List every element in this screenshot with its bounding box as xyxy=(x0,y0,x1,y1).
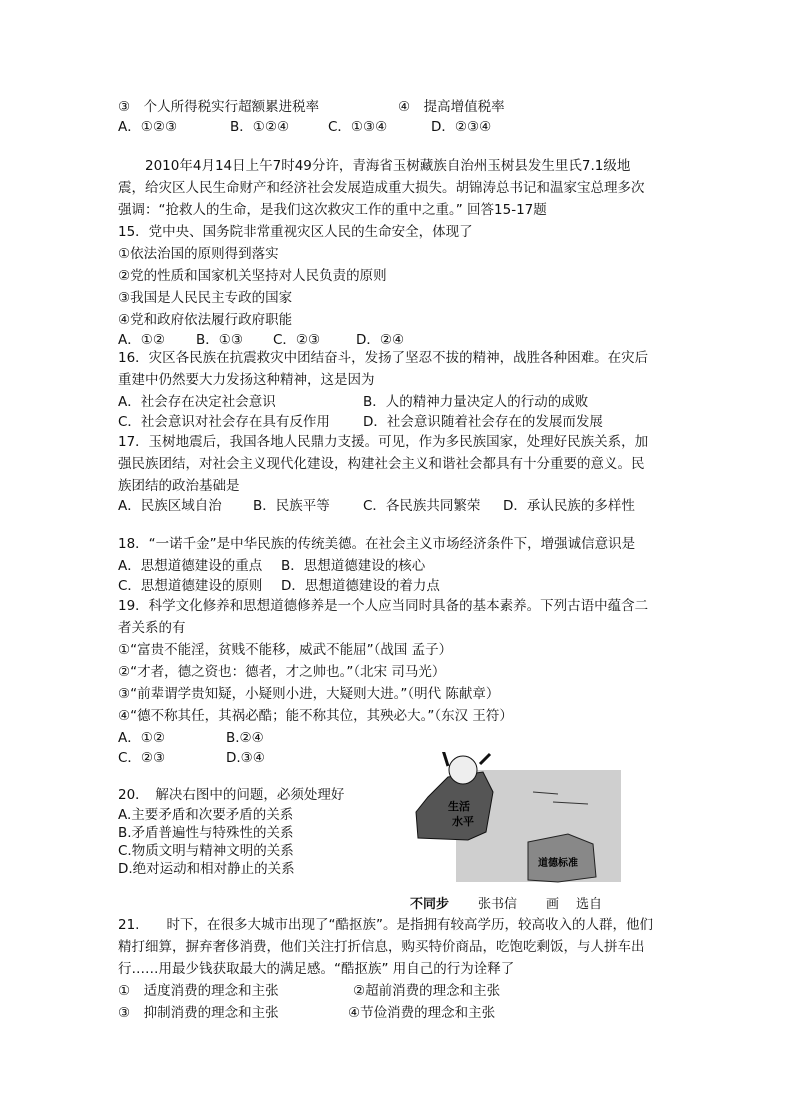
option-d: D.绝对运动和相对静止的关系 xyxy=(118,861,295,877)
option-a: A．思想道德建设的重点 xyxy=(118,558,263,574)
caption-author: 张书信 xyxy=(478,897,518,912)
option-a: A.主要矛盾和次要矛盾的关系 xyxy=(118,807,294,823)
option-c: C．社会意识对社会存在具有反作用 xyxy=(118,414,330,430)
option-b: B.②④ xyxy=(226,730,264,746)
caption-draw: 画 xyxy=(546,897,560,912)
option-a: A．①② xyxy=(118,730,165,746)
option-d: D．②③④ xyxy=(431,119,492,135)
caption-title: 不同步 xyxy=(410,897,450,912)
option-b: B．人的精神力量决定人的行动的成败 xyxy=(363,394,589,410)
man-head xyxy=(449,756,477,784)
option-c: C．①③④ xyxy=(328,119,388,135)
option-b: B．①③ xyxy=(196,332,243,348)
option-b: B．①②④ xyxy=(230,119,290,135)
option-c: C.物质文明与精神文明的关系 xyxy=(118,843,294,859)
option-c: C．各民族共同繁荣 xyxy=(363,498,481,514)
option-c: C．②③ xyxy=(118,750,166,766)
option-d: D.③④ xyxy=(226,750,265,766)
item: ①依法治国的原则得到落实 xyxy=(118,246,279,262)
item: ③ 个人所得税实行超额累进税率 xyxy=(118,99,320,115)
question-stem: 重建中仍然要大力发扬这种精神，这是因为 xyxy=(118,372,375,388)
question-stem: 19．科学文化修养和思想道德修养是一个人应当同时具备的基本素养。下列古语中蕴含二 xyxy=(118,598,649,614)
cartoon-image xyxy=(408,752,638,884)
item: ① 适度消费的理念和主张 xyxy=(118,983,279,999)
option-b: B．民族平等 xyxy=(253,498,330,514)
passage-line: 2010年4月14日上午7时49分许，青海省玉树藏族自治州玉树县发生里氏7.1级地 xyxy=(145,158,631,174)
item: ②党的性质和国家机关坚持对人民负责的原则 xyxy=(118,268,387,284)
item: ③ 抑制消费的理念和主张 xyxy=(118,1005,279,1021)
question-stem: 17．玉树地震后，我国各地人民鼎力支援。可见，作为多民族国家，处理好民族关系，加 xyxy=(118,434,649,450)
item: ④党和政府依法履行政府职能 xyxy=(118,312,293,328)
option-a: A．民族区域自治 xyxy=(118,498,222,514)
item: ④节俭消费的理念和主张 xyxy=(348,1005,496,1021)
item: ④“德不称其任，其祸必酷；能不称其位，其殃必大。”（东汉 王符） xyxy=(118,708,513,724)
option-c: C．②③ xyxy=(273,332,321,348)
item: ③我国是人民民主专政的国家 xyxy=(118,290,293,306)
cartoon-label: 生活 xyxy=(448,800,470,813)
item: ②超前消费的理念和主张 xyxy=(353,983,501,999)
question-stem: 族团结的政治基础是 xyxy=(118,478,240,494)
item: ④ 提高增值税率 xyxy=(398,99,505,115)
option-d: D．社会意识随着社会存在的发展而发展 xyxy=(363,414,603,430)
cartoon-label: 水平 xyxy=(452,815,474,828)
question-stem: 精打细算，摒弃奢侈消费，他们关注打折信息，购买特价商品，吃饱吃剩饭，与人拼车出 xyxy=(118,939,645,955)
option-d: D．②④ xyxy=(356,332,405,348)
passage-line: 震，给灾区人民生命财产和经济社会发展造成重大损失。胡锦涛总书记和温家宝总理多次 xyxy=(118,180,645,196)
question-stem: 21. 时下，在很多大城市出现了“酷抠族”。是指拥有较高学历，较高收入的人群，他们 xyxy=(118,917,653,933)
question-stem: 15．党中央、国务院非常重视灾区人民的生命安全，体现了 xyxy=(118,224,473,240)
item: ①“富贵不能淫，贫贱不能移，威武不能屈”（战国 孟子） xyxy=(118,642,453,658)
option-d: D．承认民族的多样性 xyxy=(503,498,635,514)
option-b: B．思想道德建设的核心 xyxy=(281,558,426,574)
option-c: C．思想道德建设的原则 xyxy=(118,578,263,594)
option-a: A．社会存在决定社会意识 xyxy=(118,394,276,410)
question-stem: 18．“一诺千金”是中华民族的传统美德。在社会主义市场经济条件下，增强诚信意识是 xyxy=(118,536,636,552)
caption-source: 选自 xyxy=(576,897,603,912)
question-stem: 16．灾区各民族在抗震救灾中团结奋斗，发扬了坚忍不拔的精神，战胜各种困难。在灾后 xyxy=(118,350,649,366)
question-stem: 20． 解决右图中的问题，必须处理好 xyxy=(118,787,345,803)
question-stem: 强民族团结，对社会主义现代化建设，构建社会主义和谐社会都具有十分重要的意义。民 xyxy=(118,456,645,472)
option-a: A．①② xyxy=(118,332,165,348)
passage-line: 强调：“抢救人的生命，是我们这次救灾工作的重中之重。” 回答15-17题 xyxy=(118,202,547,218)
question-stem: 行……用最少钱获取最大的满足感。“酷抠族” 用自己的行为诠释了 xyxy=(118,961,515,977)
option-b: B.矛盾普遍性与特殊性的关系 xyxy=(118,825,294,841)
item: ②“才者，德之资也：德者，才之帅也。”（北宋 司马光） xyxy=(118,664,446,680)
option-d: D．思想道德建设的着力点 xyxy=(281,578,440,594)
option-a: A．①②③ xyxy=(118,119,178,135)
cartoon-label: 道德标准 xyxy=(538,858,578,869)
question-stem: 者关系的有 xyxy=(118,620,186,636)
item: ③“前辈谓学贵知疑，小疑则小进，大疑则大进。”（明代 陈献章） xyxy=(118,686,500,702)
